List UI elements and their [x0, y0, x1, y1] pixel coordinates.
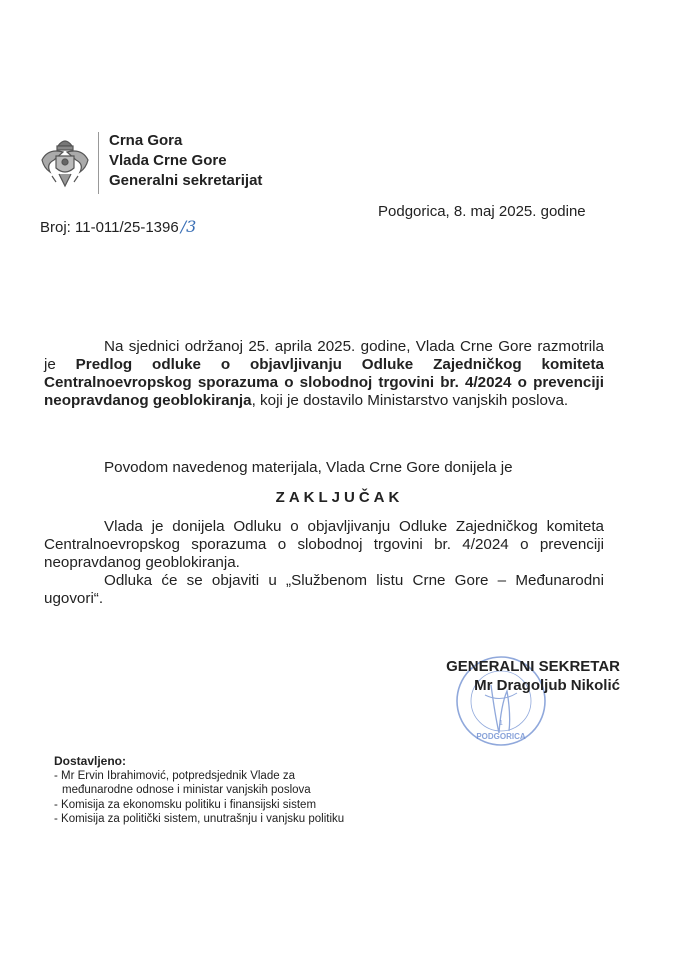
- proposal-title: Predlog odluke o objavljivanju Odluke Zajedničkog komiteta Centralnoevropskog sporazuma o slobodnoj trgovini br. 4/2024 o prevenciji neopravdanog geoblokiranja: [44, 356, 604, 409]
- svg-text:PODGORICA: PODGORICA: [476, 732, 526, 741]
- paragraph-decision: Vlada je donijela Odluku o objavljivanju Odluke Zajedničkog komiteta Centralnoevropskog sporazuma o slobodnoj trgovini br. 4/2024 o prevenciji neopravdanog geoblokiranja.: [44, 518, 604, 571]
- paragraph-publication: Odluka će se objaviti u „Službenom listu Crne Gore – Međunarodni ugovori“.: [44, 572, 604, 607]
- coat-of-arms-icon: [36, 134, 94, 192]
- signature-block: [420, 657, 620, 695]
- signatory-title: GENERALNI SEKRETAR: [446, 658, 620, 675]
- svg-text:1: 1: [499, 720, 503, 727]
- paragraph-occasion: Povodom navedenog materijala, Vlada Crne Gore donijela je: [104, 459, 513, 476]
- distribution-item-continuation: međunarodne odnose i ministar vanjskih poslova: [62, 784, 311, 796]
- handwritten-suffix: /3: [180, 217, 197, 236]
- reference-label: Broj: 11-011/25-1396: [40, 219, 179, 236]
- signatory-name: Mr Dragoljub Nikolić: [474, 677, 620, 694]
- paragraph-outro: , koji je dostavilo Ministarstvo vanjskih poslova.: [251, 392, 569, 409]
- distribution-item: - Komisija za ekonomsku politiku i finansijski sistem: [54, 798, 317, 811]
- country-name: Crna Gora: [109, 132, 183, 149]
- distribution-item: - Komisija za politički sistem, unutrašnju i vanjsku politiku: [54, 813, 345, 825]
- paragraph-intro: Na sjednici održanoj 25. aprila 2025. godine, Vlada Crne Gore razmotrila je: [44, 338, 604, 373]
- header-divider: [98, 132, 99, 194]
- conclusion-title: ZAKLJUČAK: [275, 489, 404, 506]
- government-name: Vlada Crne Gore: [109, 152, 227, 169]
- distribution-heading: Dostavljeno:: [54, 754, 127, 768]
- paragraph-session: [44, 338, 604, 410]
- department-name: Generalni sekretarijat: [109, 172, 263, 189]
- letterhead: [109, 131, 262, 191]
- distribution-list: [54, 754, 344, 827]
- document-date: Podgorica, 8. maj 2025. godine: [378, 203, 586, 220]
- distribution-item: - Mr Ervin Ibrahimović, potpredsjednik Vlade za: [54, 769, 295, 782]
- reference-number: [40, 217, 196, 236]
